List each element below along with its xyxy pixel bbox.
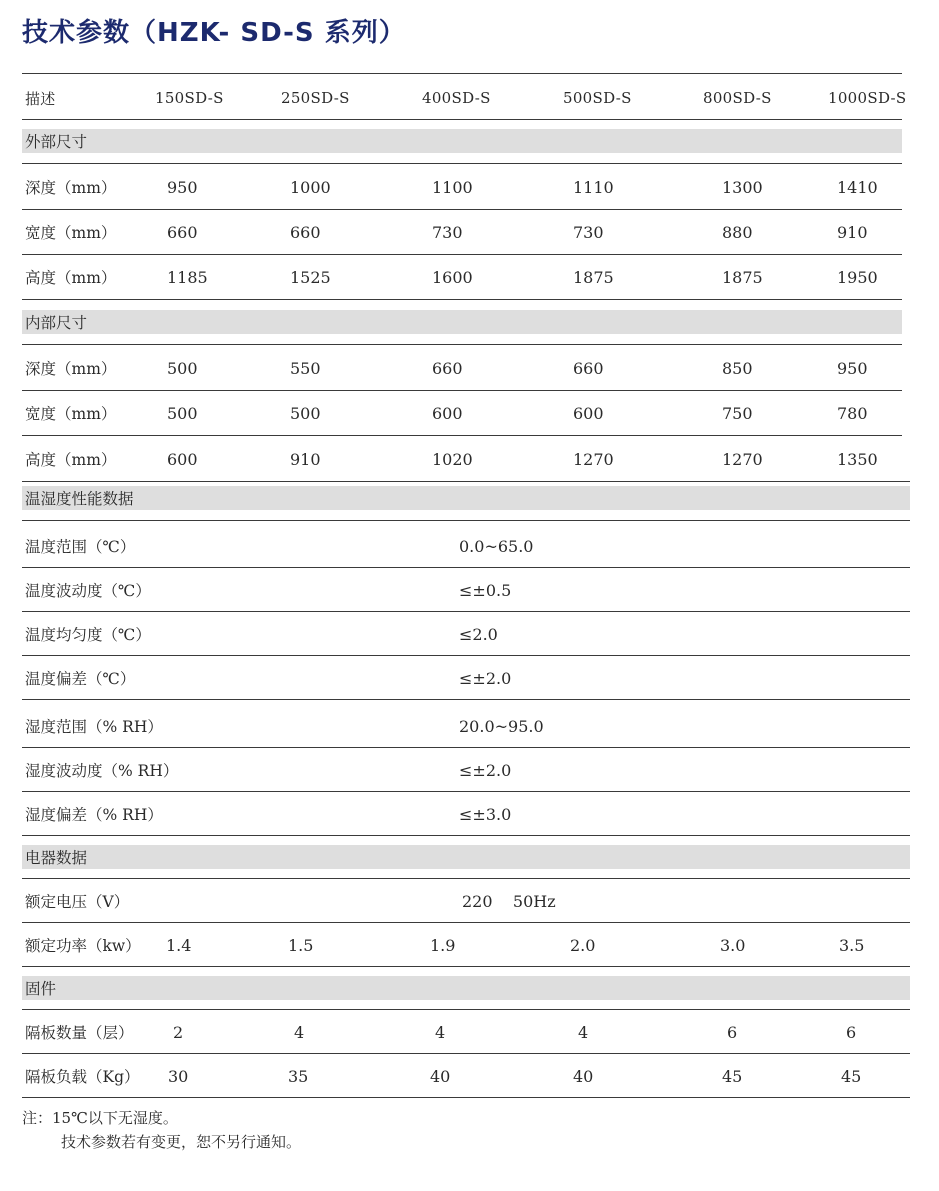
row-label: 高度（mm） bbox=[25, 451, 117, 469]
cell-value: 1000 bbox=[290, 177, 331, 197]
cell-value: 20.0~95.0 bbox=[459, 716, 544, 736]
cell-value: 1950 bbox=[837, 267, 878, 287]
cell-value: 1270 bbox=[573, 449, 614, 469]
row-label: 高度（mm） bbox=[25, 269, 117, 287]
cell-value: 1185 bbox=[167, 267, 208, 287]
divider bbox=[22, 163, 902, 164]
divider bbox=[22, 119, 902, 120]
table-row bbox=[22, 1054, 910, 1098]
section-performance: 温湿度性能数据 bbox=[22, 486, 910, 510]
section-internal-dimensions: 内部尺寸 bbox=[22, 310, 902, 334]
cell-value: 6 bbox=[846, 1022, 857, 1042]
cell-value: 1020 bbox=[432, 449, 473, 469]
cell-value: 730 bbox=[573, 222, 604, 242]
table-row bbox=[22, 748, 910, 792]
table-row bbox=[22, 346, 902, 390]
cell-value: ≤±3.0 bbox=[459, 804, 512, 824]
cell-value: ≤2.0 bbox=[459, 624, 498, 644]
cell-value: 40 bbox=[430, 1066, 451, 1086]
cell-value: 1300 bbox=[722, 177, 763, 197]
section-fixtures: 固件 bbox=[22, 976, 910, 1000]
section-external-dimensions: 外部尺寸 bbox=[22, 129, 902, 153]
header-model: 250SD-S bbox=[281, 89, 350, 107]
divider bbox=[22, 966, 910, 967]
table-row bbox=[22, 437, 902, 481]
cell-value: 4 bbox=[435, 1022, 446, 1042]
cell-value: 1410 bbox=[837, 177, 878, 197]
cell-value: ≤±2.0 bbox=[459, 760, 512, 780]
cell-value: 45 bbox=[722, 1066, 743, 1086]
cell-value: 220 50Hz bbox=[462, 891, 556, 911]
table-row bbox=[22, 1010, 910, 1054]
cell-value: 0.0~65.0 bbox=[459, 536, 534, 556]
cell-value: 950 bbox=[167, 177, 198, 197]
cell-value: 4 bbox=[578, 1022, 589, 1042]
cell-value: 850 bbox=[722, 358, 753, 378]
cell-value: 660 bbox=[167, 222, 198, 242]
cell-value: 1270 bbox=[722, 449, 763, 469]
footnote: 注：15℃以下无湿度。 bbox=[22, 1109, 178, 1127]
row-label: 宽度（mm） bbox=[25, 405, 117, 423]
header-model: 400SD-S bbox=[422, 89, 491, 107]
header-model: 1000SD-S bbox=[828, 89, 907, 107]
divider bbox=[22, 299, 902, 300]
cell-value: 3.5 bbox=[839, 935, 865, 955]
table-row bbox=[22, 612, 910, 656]
cell-value: 2.0 bbox=[570, 935, 596, 955]
cell-value: 30 bbox=[168, 1066, 189, 1086]
cell-value: 45 bbox=[841, 1066, 862, 1086]
row-label: 温度范围（℃） bbox=[25, 538, 136, 556]
cell-value: 1350 bbox=[837, 449, 878, 469]
table-bottom-rule bbox=[22, 1097, 910, 1098]
table-row bbox=[22, 165, 902, 209]
cell-value: 35 bbox=[288, 1066, 309, 1086]
row-label: 额定电压（V） bbox=[25, 893, 130, 911]
divider bbox=[22, 481, 910, 482]
cell-value: 780 bbox=[837, 403, 868, 423]
header-model: 150SD-S bbox=[155, 89, 224, 107]
table-row bbox=[22, 704, 910, 748]
cell-value: 1875 bbox=[573, 267, 614, 287]
row-label: 温度波动度（℃） bbox=[25, 582, 151, 600]
row-label: 宽度（mm） bbox=[25, 224, 117, 242]
cell-value: 550 bbox=[290, 358, 321, 378]
cell-value: 1875 bbox=[722, 267, 763, 287]
cell-value: 500 bbox=[290, 403, 321, 423]
cell-value: 600 bbox=[573, 403, 604, 423]
cell-value: 910 bbox=[837, 222, 868, 242]
table-row bbox=[22, 255, 902, 299]
table-row bbox=[22, 792, 910, 836]
footnote: 技术参数若有变更，恕不另行通知。 bbox=[61, 1133, 302, 1151]
table-row bbox=[22, 923, 910, 967]
cell-value: 6 bbox=[727, 1022, 738, 1042]
row-label: 湿度波动度（% RH） bbox=[25, 762, 179, 780]
cell-value: 660 bbox=[290, 222, 321, 242]
cell-value: 1600 bbox=[432, 267, 473, 287]
table-row bbox=[22, 879, 910, 923]
cell-value: 660 bbox=[573, 358, 604, 378]
row-label: 湿度偏差（% RH） bbox=[25, 806, 163, 824]
row-label: 深度（mm） bbox=[25, 179, 117, 197]
divider bbox=[22, 520, 910, 521]
cell-value: ≤±2.0 bbox=[459, 668, 512, 688]
divider bbox=[22, 435, 902, 436]
table-row bbox=[22, 568, 910, 612]
cell-value: 950 bbox=[837, 358, 868, 378]
row-label: 温度偏差（℃） bbox=[25, 670, 136, 688]
cell-value: 600 bbox=[432, 403, 463, 423]
cell-value: 1.4 bbox=[166, 935, 192, 955]
row-label: 隔板负载（Kg） bbox=[25, 1068, 140, 1086]
cell-value: 880 bbox=[722, 222, 753, 242]
cell-value: 1.5 bbox=[288, 935, 314, 955]
cell-value: 1525 bbox=[290, 267, 331, 287]
divider bbox=[22, 344, 902, 345]
row-label: 隔板数量（层） bbox=[25, 1024, 134, 1042]
cell-value: 500 bbox=[167, 358, 198, 378]
row-label: 额定功率（kw） bbox=[25, 937, 141, 955]
cell-value: 660 bbox=[432, 358, 463, 378]
table-top-rule bbox=[22, 73, 902, 74]
table-row bbox=[22, 656, 910, 700]
table-row bbox=[22, 210, 902, 254]
row-label: 湿度范围（% RH） bbox=[25, 718, 163, 736]
table-row bbox=[22, 391, 902, 435]
table-row bbox=[22, 524, 910, 568]
header-model: 500SD-S bbox=[563, 89, 632, 107]
row-label: 深度（mm） bbox=[25, 360, 117, 378]
header-model: 800SD-S bbox=[703, 89, 772, 107]
cell-value: 4 bbox=[294, 1022, 305, 1042]
cell-value: 1110 bbox=[573, 177, 614, 197]
cell-value: 910 bbox=[290, 449, 321, 469]
divider bbox=[22, 835, 910, 836]
cell-value: 500 bbox=[167, 403, 198, 423]
cell-value: 750 bbox=[722, 403, 753, 423]
section-electrical: 电器数据 bbox=[22, 845, 910, 869]
cell-value: 3.0 bbox=[720, 935, 746, 955]
cell-value: 1100 bbox=[432, 177, 473, 197]
cell-value: 2 bbox=[173, 1022, 184, 1042]
cell-value: 1.9 bbox=[430, 935, 456, 955]
cell-value: 730 bbox=[432, 222, 463, 242]
table-header-row bbox=[22, 76, 907, 120]
row-label: 温度均匀度（℃） bbox=[25, 626, 151, 644]
page-title: 技术参数（HZK- SD-S 系列） bbox=[22, 18, 406, 48]
cell-value: 40 bbox=[573, 1066, 594, 1086]
cell-value: 600 bbox=[167, 449, 198, 469]
divider bbox=[22, 699, 910, 700]
cell-value: ≤±0.5 bbox=[459, 580, 512, 600]
header-description: 描述 bbox=[25, 89, 56, 108]
